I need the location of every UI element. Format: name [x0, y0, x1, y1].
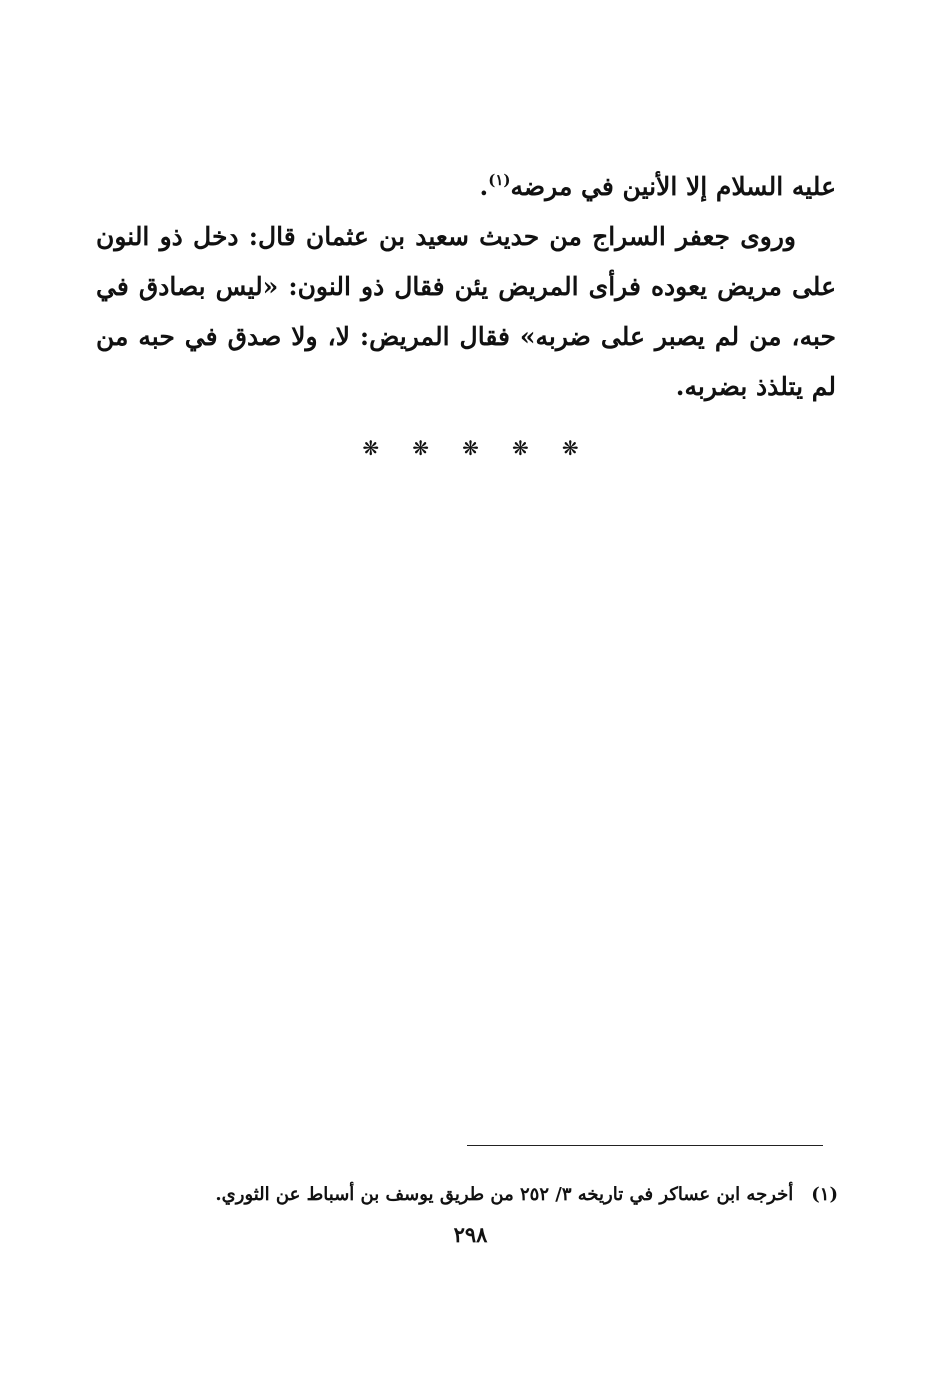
separator-star-icon: ❋	[561, 436, 579, 460]
separator-star-icon: ❋	[362, 436, 380, 460]
paragraph-1-text: عليه السلام إلا الأنين في مرضه	[510, 172, 836, 201]
footnote-number: (١)	[811, 1184, 838, 1205]
footnote-divider	[467, 1145, 823, 1146]
section-separator	[0, 436, 941, 460]
paragraph-1	[96, 162, 836, 212]
footnote	[150, 1180, 838, 1210]
page-number: ٢٩٨	[453, 1222, 488, 1247]
separator-star-icon: ❋	[462, 436, 479, 460]
main-text	[96, 162, 836, 412]
footnote-text: أخرجه ابن عساكر في تاريخه ٣/ ٢٥٢ من طريق يوسف بن أسباط عن الثوري.	[215, 1184, 794, 1205]
footnote-reference[interactable]: (١)	[488, 171, 511, 189]
paragraph-1-end: .	[479, 172, 489, 201]
separator-star-icon: ❋	[511, 436, 529, 460]
paragraph-2: وروى جعفر السراج من حديث سعيد بن عثمان قال: دخل ذو النون على مريض يعوده فرأى المريض يئن فقال ذو النون: «ليس بصادق في حبه، من لم يصبر على ضربه» فقال المريض: لا، ولا صدق في حبه من لم يتلذذ بضربه.	[96, 222, 836, 401]
separator-star-icon: ❋	[412, 436, 430, 460]
